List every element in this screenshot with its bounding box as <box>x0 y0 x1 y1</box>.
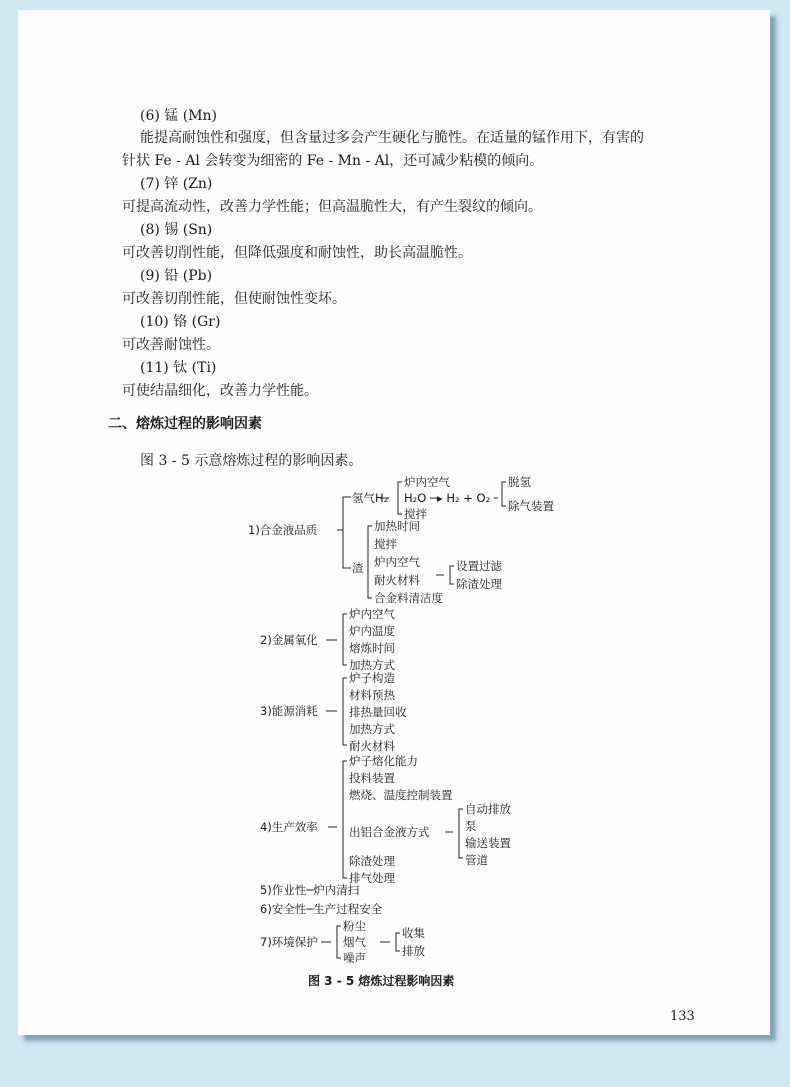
degassing-device-label: 除气装置 <box>508 499 554 513</box>
figure-intro: 图 3 - 5 示意熔炼过程的影响因素。 <box>140 453 363 469</box>
slag-cause-cleanliness: 合金料清洁度 <box>374 591 443 605</box>
filter-label: 设置过滤 <box>456 559 502 573</box>
ti-subheading: (11) 钛 (Ti) <box>140 360 217 376</box>
efficiency-item: 出铝合金液方式 <box>349 825 430 839</box>
zn-paragraph: 可提高流动性，改善力学性能；但高温脆性大，有产生裂纹的倾向。 <box>122 199 542 215</box>
operability-item: 炉内清扫 <box>313 883 360 897</box>
factor-operability: 5)作业性─炉内清扫 <box>260 883 360 897</box>
oxidation-item: 加热方式 <box>349 658 395 672</box>
hydrogen-node: 氢气H₂ <box>352 491 389 505</box>
mn-paragraph-line1: 能提高耐蚀性和强度，但含量过多会产生硬化与脆性。在适量的锰作用下，有害的 <box>140 130 644 146</box>
efficiency-item: 排气处理 <box>349 871 395 885</box>
factor-production-efficiency: 4)生产效率 <box>260 820 318 834</box>
zn-subheading: (7) 锌 (Zn) <box>140 176 213 192</box>
environment-item: 噪声 <box>343 951 366 965</box>
factor-energy-consumption: 3)能源消耗 <box>260 704 318 718</box>
oxidation-item: 熔炼时间 <box>349 641 395 655</box>
tapping-method-item: 输送装置 <box>465 836 511 850</box>
cr-paragraph: 可改善耐蚀性。 <box>122 337 220 353</box>
slag-node: 渣 <box>352 561 364 575</box>
slag-cause-refractory: 耐火材料 <box>374 573 420 587</box>
slag-cause-stirring: 搅拌 <box>374 537 397 551</box>
slag-removal-label: 除渣处理 <box>456 577 502 591</box>
energy-item: 材料预热 <box>349 688 395 702</box>
smoke-handling-item: 排放 <box>402 944 425 958</box>
figure-caption: 图 3 - 5 熔炼过程影响因素 <box>308 974 455 988</box>
sn-paragraph: 可改善切削性能，但降低强度和耐蚀性，助长高温脆性。 <box>122 245 472 261</box>
mn-paragraph-line2: 针状 Fe - Al 会转变为细密的 Fe - Mn - Al，还可减少粘模的倾向。 <box>122 153 544 169</box>
ti-paragraph: 可使结晶细化，改善力学性能。 <box>122 383 318 399</box>
slag-cause-heating-time: 加热时间 <box>374 519 420 533</box>
efficiency-item: 炉子熔化能力 <box>349 754 418 768</box>
environment-item: 粉尘 <box>343 919 366 933</box>
page-number: 133 <box>670 1009 695 1024</box>
factor-metal-oxidation: 2)金属氧化 <box>260 633 318 647</box>
oxidation-item: 炉内空气 <box>349 607 395 621</box>
oxidation-item: 炉内温度 <box>349 624 395 638</box>
efficiency-item: 投料装置 <box>349 771 395 785</box>
smoke-handling-item: 收集 <box>402 926 425 940</box>
efficiency-item: 除渣处理 <box>349 854 395 868</box>
efficiency-item: 燃烧、温度控制装置 <box>349 788 453 802</box>
pb-paragraph: 可改善切削性能，但使耐蚀性变坏。 <box>122 291 346 307</box>
slag-cause-air: 炉内空气 <box>374 555 420 569</box>
cr-subheading: (10) 铬 (Gr) <box>140 314 221 330</box>
energy-item: 加热方式 <box>349 722 395 736</box>
environment-item: 烟气 <box>343 935 366 949</box>
factor-safety: 6)安全性─生产过程安全 <box>260 902 383 916</box>
hydrogen-cause-reaction: H₂O ─▸ H₂ + O₂ <box>404 491 491 505</box>
sn-subheading: (8) 锡 (Sn) <box>140 222 213 238</box>
book-page <box>18 10 770 1035</box>
tapping-method-item: 管道 <box>465 853 488 867</box>
tapping-method-item: 自动排放 <box>465 802 511 816</box>
factor-environment: 7)环境保护 <box>260 935 318 949</box>
degassing-label: 脱氢 <box>508 475 531 489</box>
safety-item: 生产过程安全 <box>313 902 383 916</box>
hydrogen-cause-stirring: 搅拌 <box>404 507 427 521</box>
section-heading: 二、熔炼过程的影响因素 <box>108 416 262 432</box>
tapping-method-item: 泵 <box>465 819 477 833</box>
energy-item: 耐火材料 <box>349 739 395 753</box>
energy-item: 排热量回收 <box>349 705 407 719</box>
pb-subheading: (9) 铅 (Pb) <box>140 268 213 284</box>
mn-subheading: (6) 锰 (Mn) <box>140 108 218 124</box>
factor-alloy-quality: 1)合金液品质 <box>248 523 318 537</box>
hydrogen-cause-air: 炉内空气 <box>404 475 450 489</box>
energy-item: 炉子构造 <box>349 671 395 685</box>
